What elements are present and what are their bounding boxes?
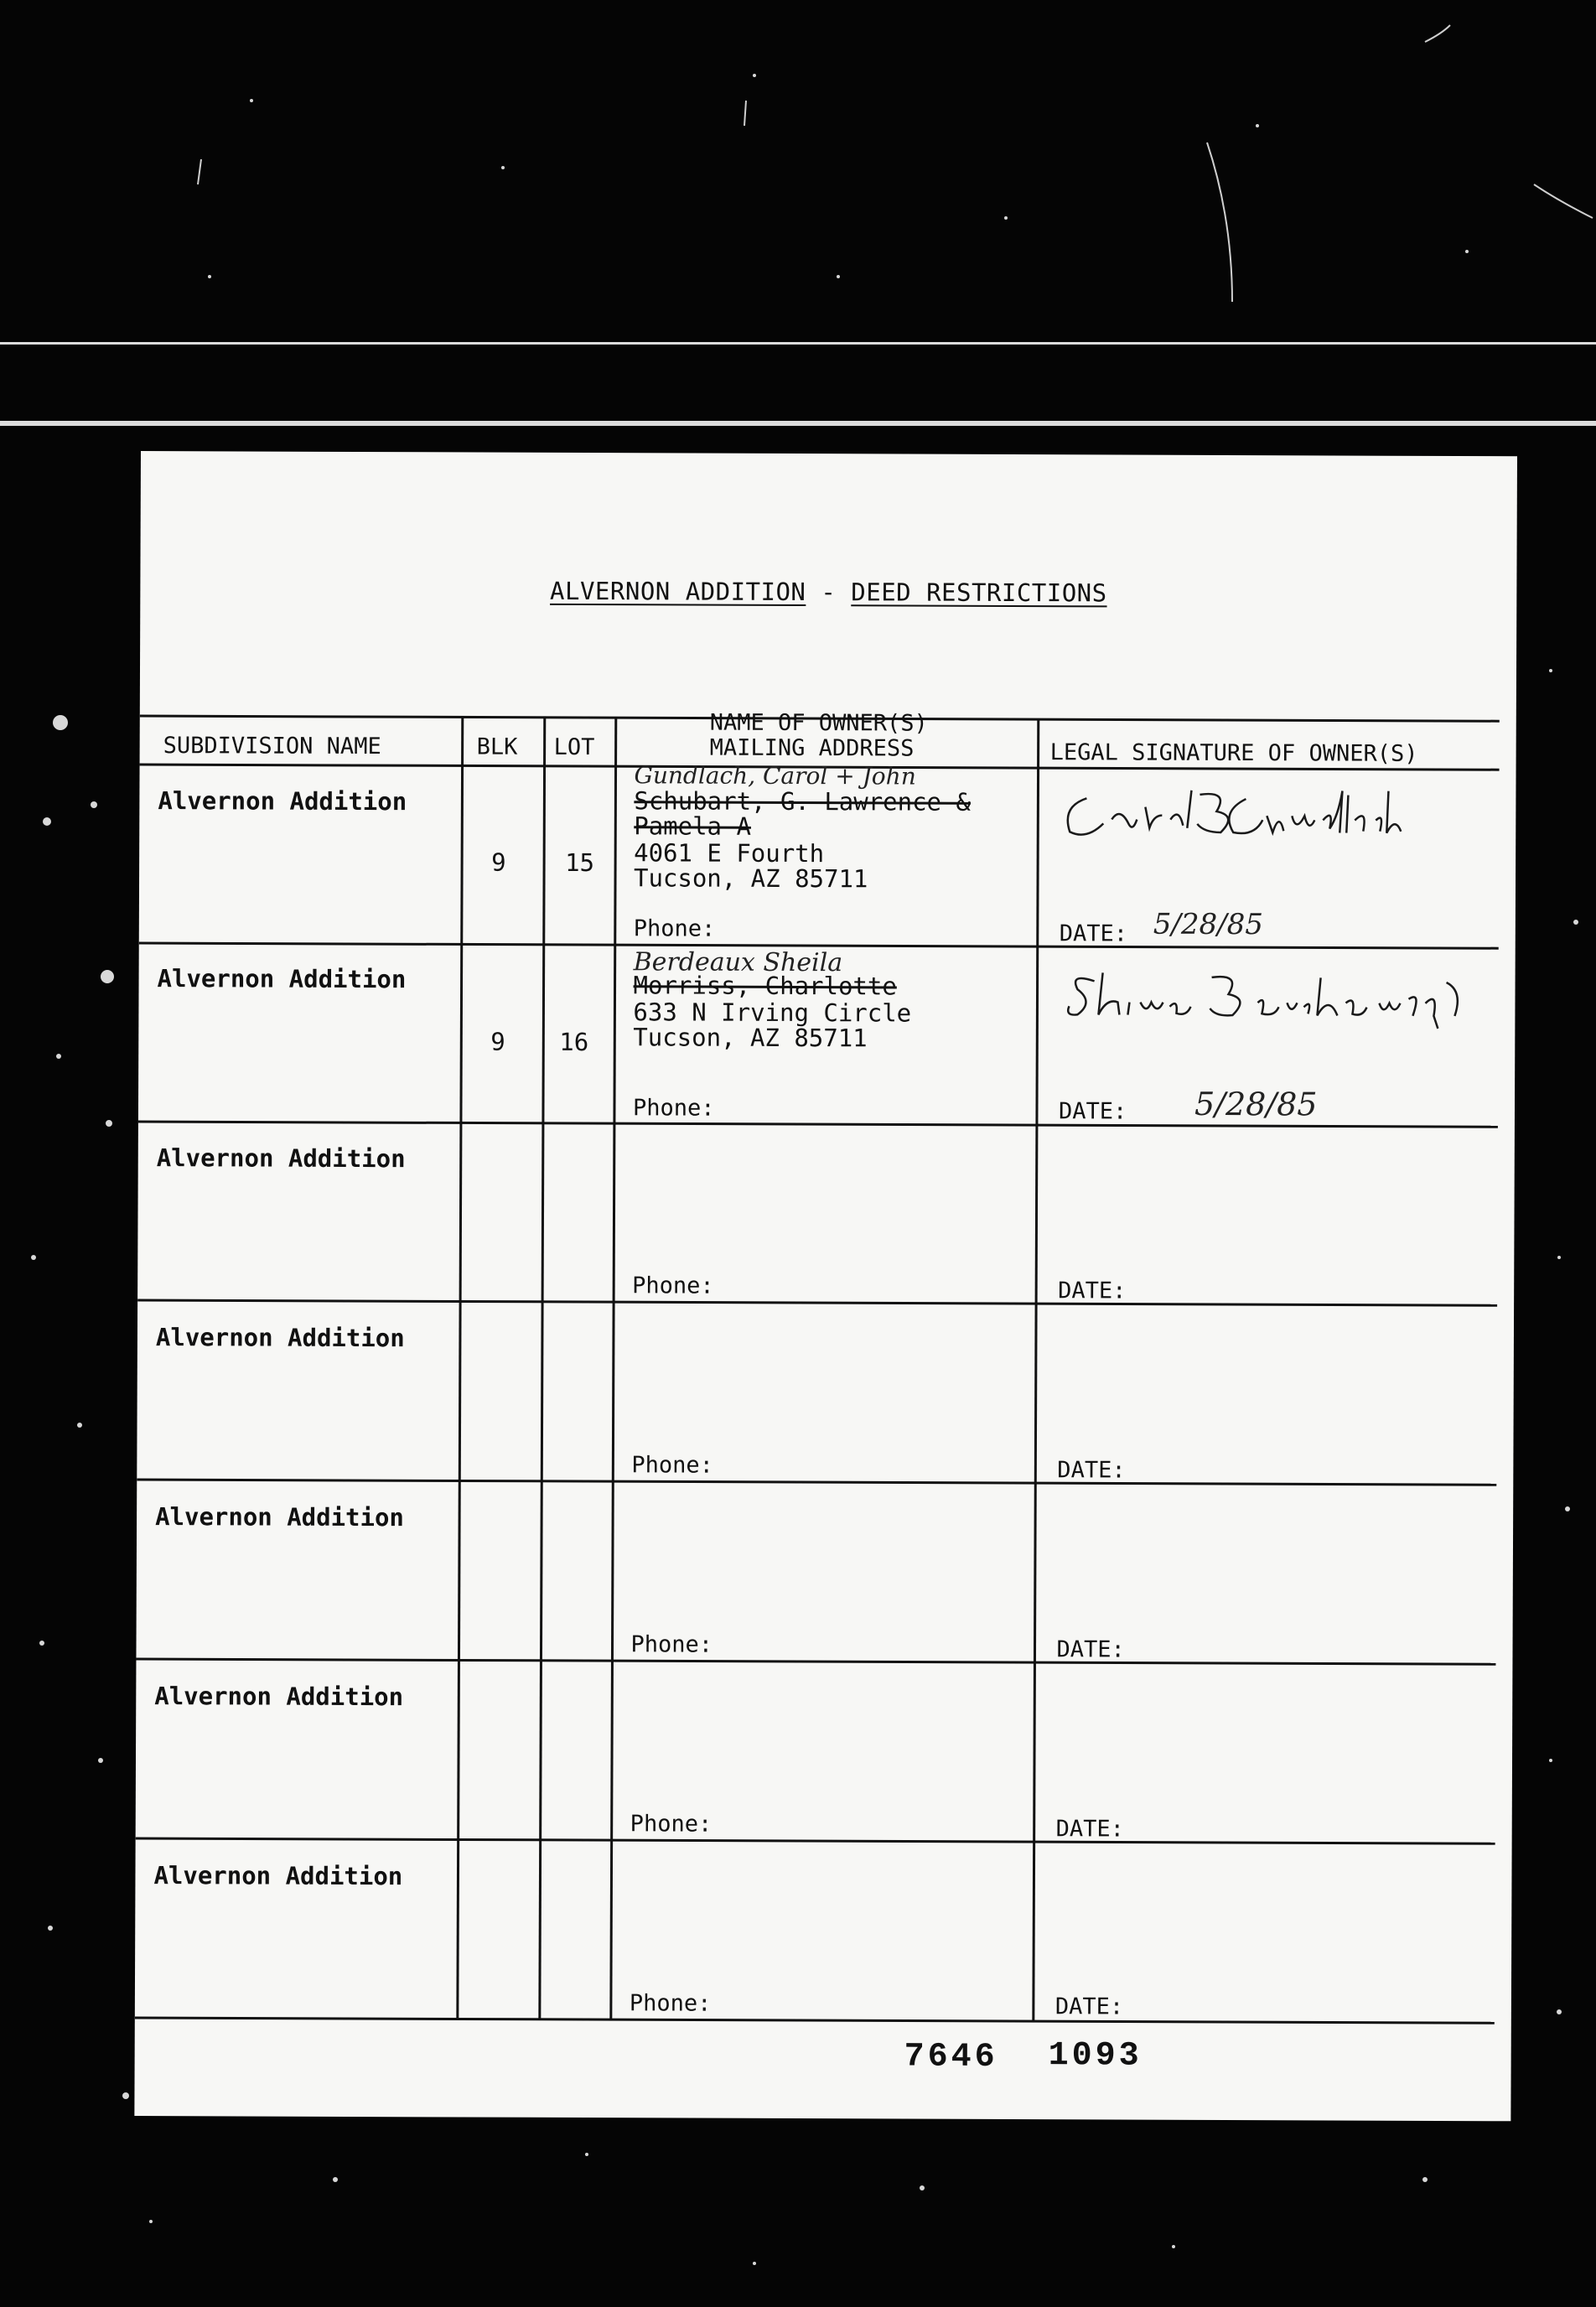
row-2-blk: 9 (490, 1027, 505, 1056)
row-1-blk: 9 (491, 848, 506, 877)
header-mailing-address: MAILING ADDRESS (709, 734, 915, 762)
header-signature: LEGAL SIGNATURE OF OWNER(S) (1049, 739, 1418, 767)
row-2-lot: 16 (559, 1027, 589, 1057)
row-5-date-label: DATE: (1056, 1636, 1125, 1663)
grid-line (136, 1838, 1495, 1843)
row-4-phone-label: Phone: (631, 1452, 713, 1479)
header-owner-name: NAME OF OWNER(S) (709, 709, 928, 737)
row-2-signature (1052, 956, 1488, 1033)
title-right: DEED RESTRICTIONS (851, 578, 1107, 608)
row-1-signature (1053, 773, 1405, 850)
row-3-date-label: DATE: (1058, 1278, 1127, 1304)
row-7-phone-label: Phone: (629, 1990, 712, 2017)
row-7-date-label: DATE: (1054, 1993, 1124, 2020)
row-2-phone-label: Phone: (632, 1095, 715, 1122)
row-2-address-line2: Tucson, AZ 85711 (633, 1023, 868, 1053)
grid-line (137, 1300, 1497, 1305)
deed-restrictions-form (134, 451, 1517, 2121)
header-lot: LOT (553, 734, 595, 761)
row-2-address-line1: 633 N Irving Circle (633, 998, 912, 1028)
row-6-phone-label: Phone: (630, 1811, 712, 1838)
row-6-subdivision: Alvernon Addition (154, 1682, 404, 1712)
row-1-subdivision: Alvernon Addition (158, 786, 407, 817)
grid-line (135, 2018, 1495, 2023)
row-2-owner-handwritten: Berdeaux Sheila (633, 947, 843, 978)
row-3-subdivision: Alvernon Addition (156, 1143, 406, 1174)
row-6-date-label: DATE: (1055, 1816, 1125, 1843)
row-1-date-label: DATE: (1059, 920, 1128, 947)
title-dash: - (821, 578, 837, 607)
header-blk: BLK (476, 734, 518, 760)
row-5-subdivision: Alvernon Addition (155, 1502, 404, 1532)
row-5-phone-label: Phone: (630, 1631, 713, 1658)
row-7-subdivision: Alvernon Addition (153, 1861, 403, 1891)
header-subdivision: SUBDIVISION NAME (163, 733, 381, 760)
book-number: 7646 (904, 2038, 998, 2076)
row-1-owner-struck: Schubart, G. Lawrence & (634, 786, 972, 817)
scan-scratches (198, 25, 1593, 302)
row-1-phone-label: Phone: (633, 915, 716, 942)
grid-line (1034, 719, 1039, 2021)
page-number: 1093 (1048, 2037, 1143, 2076)
row-2-subdivision: Alvernon Addition (157, 964, 407, 994)
grid-line (136, 1659, 1495, 1664)
grid-line (540, 718, 545, 2019)
grid-line (611, 718, 616, 2019)
row-4-subdivision: Alvernon Addition (155, 1323, 405, 1353)
row-2-date-value: 5/28/85 (1194, 1085, 1318, 1123)
row-2-owner-struck: Morriss, Charlotte (633, 971, 897, 1001)
scan-edge-line (0, 342, 1596, 345)
row-1-owner-handwritten: Gundlach, Carol + John (634, 761, 916, 791)
grid-line (137, 1480, 1496, 1485)
row-1-owner-struck-2: Pamela A (634, 811, 752, 841)
scan-edge-line (0, 421, 1596, 426)
grid-line (458, 717, 463, 2019)
row-1-address-line2: Tucson, AZ 85711 (633, 863, 868, 894)
row-1-date-value: 5/28/85 (1153, 907, 1263, 942)
row-1-lot: 15 (565, 848, 595, 878)
title-left: ALVERNON ADDITION (550, 576, 806, 607)
row-3-phone-label: Phone: (632, 1273, 714, 1299)
row-4-date-label: DATE: (1057, 1457, 1126, 1484)
row-2-date-label: DATE: (1058, 1098, 1127, 1125)
row-1-address-line1: 4061 E Fourth (634, 838, 825, 868)
